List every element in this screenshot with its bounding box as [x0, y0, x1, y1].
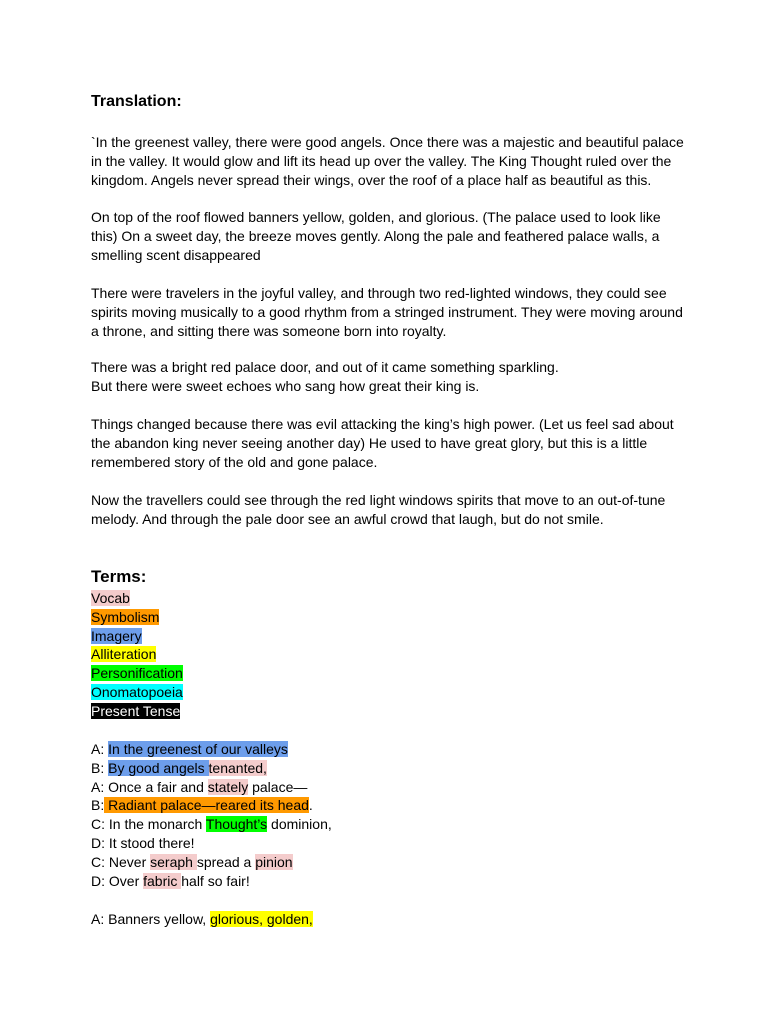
paragraph-line: spirits moving musically to a good rhythm from a stringed instrument. They were moving around: [91, 304, 683, 320]
highlight-vocab: fabric: [143, 872, 182, 889]
term-symbolism: [91, 608, 183, 627]
translation-heading: Translation:: [91, 93, 182, 110]
poem-text: dominion,: [267, 816, 332, 833]
poem-line: [91, 796, 332, 815]
term-onomatopoeia: [91, 683, 183, 702]
translation-paragraph-4: [91, 358, 691, 396]
highlight-vocab: stately: [207, 778, 249, 795]
translation-paragraph-6: [91, 491, 691, 529]
term-label: Present Tense: [91, 702, 181, 719]
term-personification: [91, 664, 183, 683]
highlight-alliteration: glorious, golden,: [210, 911, 313, 927]
highlight-symbolism: Radiant palace—reared its head: [104, 797, 309, 814]
rhyme-label: D:: [91, 834, 109, 851]
poem-line: [91, 759, 332, 778]
paragraph-line: But there were sweet echoes who sang how great their king is.: [91, 378, 480, 394]
translation-paragraph-5: [91, 415, 691, 472]
term-present-tense: [91, 702, 183, 721]
translation-paragraph-1: [91, 133, 691, 190]
poem-text: half so fair!: [181, 872, 250, 889]
poem-line: [91, 872, 332, 891]
rhyme-label: D:: [91, 872, 109, 889]
term-label: Personification: [91, 665, 183, 682]
rhyme-label: A:: [91, 741, 109, 757]
poem-text: spread a: [196, 853, 256, 870]
poem-line: [91, 778, 332, 797]
poem-line: [91, 834, 332, 853]
poem-line: [91, 815, 332, 834]
terms-legend: [91, 589, 183, 721]
poem-line: [91, 853, 332, 872]
paragraph-line: `In the greenest valley, there were good angels. Once there was a majestic and beautiful palace: [91, 134, 684, 150]
paragraph-line: the abandon king never seeing another day) He used to have great glory, but this is a little: [91, 435, 648, 451]
paragraph-line: kingdom. Angels never spread their wings, over the roof of a place half as beautiful as this.: [91, 172, 652, 188]
poem-stanza-2: [91, 910, 313, 929]
poem-text: Never: [108, 853, 151, 870]
poem-text: Banners yellow,: [108, 911, 211, 927]
paragraph-line: There were travelers in the joyful valley, and through two red-lighted windows, they could see: [91, 285, 667, 301]
highlight-imagery: In the greenest of our valleys: [108, 741, 288, 757]
highlight-vocab: tenanted,: [208, 759, 267, 776]
paragraph-line: On top of the roof flowed banners yellow, golden, and glorious. (The palace used to look like: [91, 209, 661, 225]
rhyme-label: C:: [91, 816, 109, 833]
paragraph-line: smelling scent disappeared: [91, 247, 261, 263]
paragraph-line: There was a bright red palace door, and out of it came something sparkling.: [91, 359, 559, 375]
rhyme-label: A:: [91, 778, 109, 795]
paragraph-line: Now the travellers could see through the red light windows spirits that move to an out-of-tune: [91, 492, 666, 508]
term-vocab: [91, 589, 183, 608]
highlight-imagery: By good angels: [108, 759, 209, 776]
terms-heading: Terms:: [91, 567, 147, 586]
paragraph-line: in the valley. It would glow and lift its head up over the valley. The King Thought ruled over the: [91, 153, 672, 169]
poem-text: Over: [108, 872, 144, 889]
highlight-vocab: seraph: [150, 853, 197, 870]
translation-paragraph-2: [91, 208, 691, 265]
rhyme-label: C:: [91, 853, 109, 870]
poem-line: [91, 740, 332, 759]
highlight-personification: Thought’s: [205, 816, 268, 833]
term-label: Alliteration: [91, 646, 157, 663]
term-alliteration: [91, 645, 183, 664]
poem-text: .: [308, 797, 313, 814]
term-label: Symbolism: [91, 608, 160, 625]
rhyme-label: A:: [91, 911, 109, 927]
term-label: Imagery: [91, 627, 142, 644]
paragraph-line: this) On a sweet day, the breeze moves gently. Along the pale and feathered palace walls, a: [91, 228, 660, 244]
term-label: Vocab: [91, 590, 130, 606]
translation-paragraph-3: [91, 284, 691, 341]
poem-line: [91, 910, 313, 929]
rhyme-label: B:: [91, 759, 109, 776]
paragraph-line: a throne, and sitting there was someone born into royalty.: [91, 323, 447, 339]
poem-text: In the monarch: [108, 816, 206, 833]
term-label: Onomatopoeia: [91, 683, 183, 700]
poem-stanza-1: [91, 740, 332, 890]
paragraph-line: melody. And through the pale door see an awful crowd that laugh, but do not smile.: [91, 511, 604, 527]
poem-text: Once a fair and: [108, 778, 208, 795]
poem-text: It stood there!: [108, 834, 195, 851]
poem-text: palace—: [248, 778, 308, 795]
term-imagery: [91, 627, 183, 646]
paragraph-line: Things changed because there was evil attacking the king’s high power. (Let us feel sad about: [91, 416, 674, 432]
rhyme-label: B:: [91, 797, 105, 814]
paragraph-line: remembered story of the old and gone palace.: [91, 454, 378, 470]
highlight-vocab: pinion: [255, 853, 293, 870]
